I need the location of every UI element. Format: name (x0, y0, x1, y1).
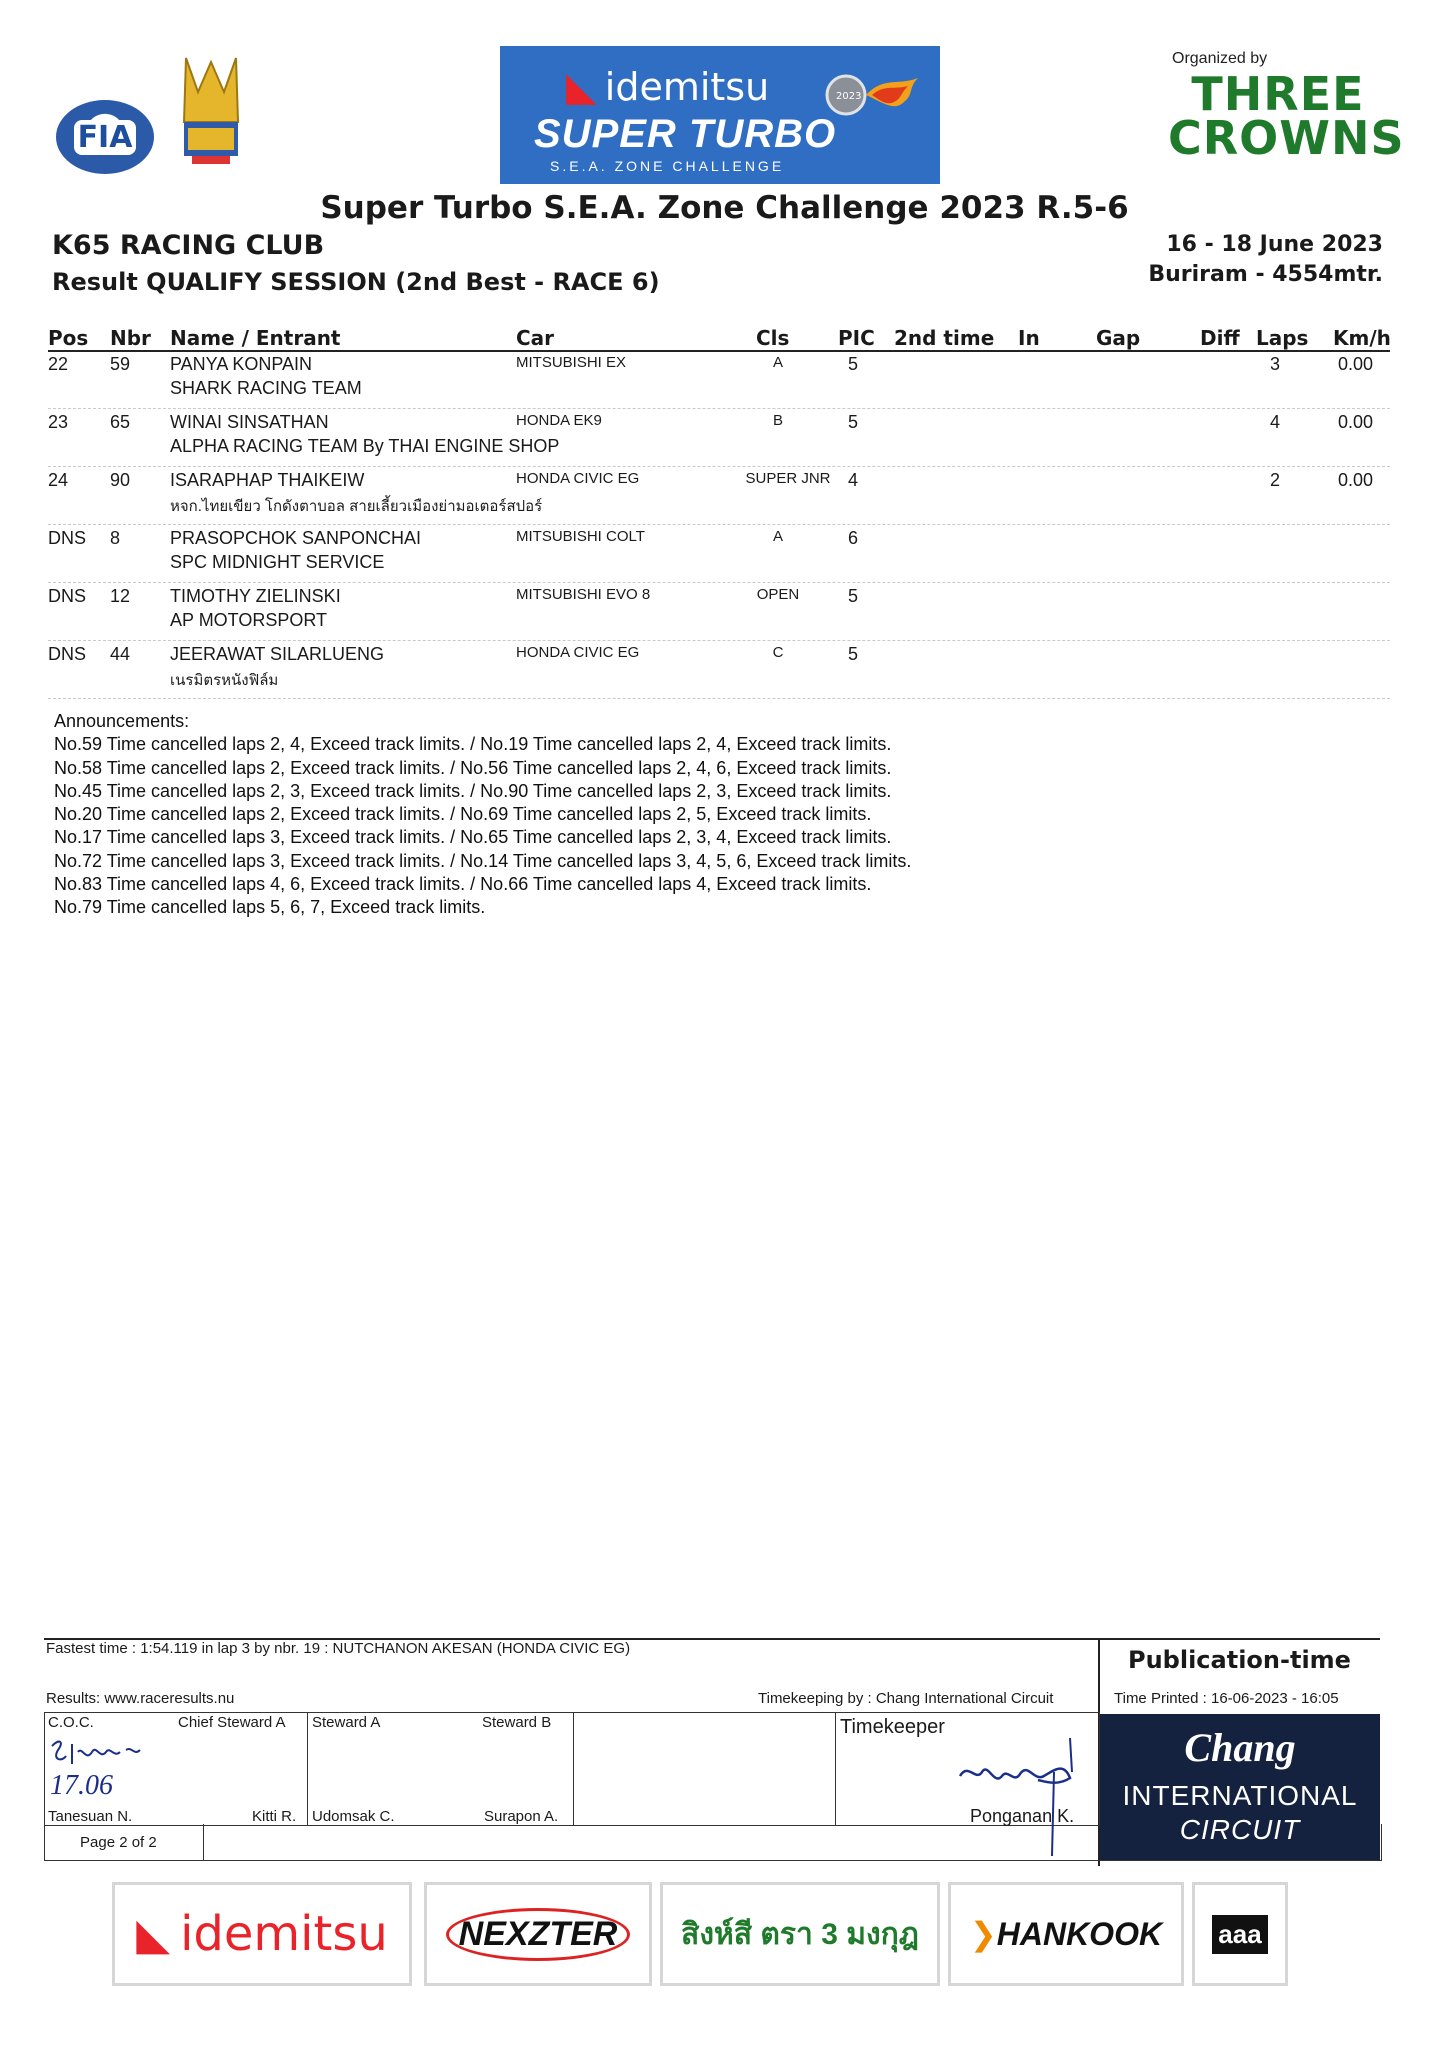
row-car: MITSUBISHI EVO 8 (516, 586, 651, 603)
sponsor-aaa: aaa (1192, 1882, 1288, 1986)
row-kmh: 0.00 (1338, 354, 1374, 374)
row-car: HONDA CIVIC EG (516, 470, 640, 487)
fia-logo: FIA (56, 100, 154, 174)
row-car: HONDA CIVIC EG (516, 644, 640, 661)
row-name: TIMOTHY ZIELINSKI (170, 586, 341, 606)
turbo-flame-icon (824, 72, 920, 118)
announcement-line: No.17 Time cancelled laps 3, Exceed track limits. / No.65 Time cancelled laps 2, 3, 4, Exceed track limits. (54, 827, 892, 848)
row-nbr: 65 (110, 412, 131, 432)
idemitsu-logo: ◣ idemitsu (566, 64, 770, 110)
grid-divider (307, 1713, 308, 1825)
sponsor-three-crowns: สิงห์สี ตรา 3 มงกุฎ (660, 1882, 940, 1986)
coc-signature (48, 1738, 158, 1772)
col-laps: Laps (1256, 326, 1309, 350)
coc-name: Tanesuan N. (48, 1808, 133, 1825)
table-row (48, 350, 1390, 409)
row-entrant: AP MOTORSPORT (170, 610, 328, 630)
handwritten-time: 17.06 (50, 1770, 113, 1801)
col-kmh: Km/h (1333, 326, 1391, 350)
idemitsu-bird-icon: ◣ (566, 64, 597, 110)
col-cls: Cls (756, 326, 790, 350)
table-row (48, 640, 1390, 699)
row-nbr: 12 (110, 586, 131, 606)
row-entrant: SPC MIDNIGHT SERVICE (170, 552, 385, 572)
timekeeping-by: Timekeeping by : Chang International Circuit (758, 1690, 1054, 1707)
row-cls: C (772, 644, 784, 661)
row-cls: OPEN (756, 586, 800, 603)
chang-circuit-logo: Chang INTERNATIONAL CIRCUIT (1100, 1714, 1380, 1860)
announcement-line: No.20 Time cancelled laps 2, Exceed track limits. / No.69 Time cancelled laps 2, 5, Exceed track limits. (54, 804, 872, 825)
row-entrant: SHARK RACING TEAM (170, 378, 362, 398)
row-pos: DNS (48, 528, 87, 548)
hankook-mark-icon: ❯ (969, 1916, 997, 1952)
grid-divider (203, 1824, 204, 1860)
row-nbr: 8 (110, 528, 121, 548)
row-pos: 23 (48, 412, 69, 432)
row-pos: DNS (48, 644, 87, 664)
idemitsu-bird-icon: ◣ (136, 1909, 171, 1959)
row-cls: SUPER JNR (745, 470, 831, 487)
timekeeper-label: Timekeeper (840, 1716, 945, 1738)
event-logo (500, 46, 940, 184)
row-pos: 22 (48, 354, 69, 374)
time-printed: Time Printed : 16-06-2023 - 16:05 (1114, 1690, 1339, 1707)
chief-steward-name: Kitti R. (252, 1808, 297, 1825)
steward-b-name: Surapon A. (484, 1808, 559, 1825)
row-entrant: เนรมิตรหนังฟิล์ม (170, 672, 279, 689)
table-row (48, 466, 1390, 525)
publication-title: Publication-time (1128, 1646, 1351, 1674)
row-pic: 5 (848, 412, 859, 432)
table-row (48, 524, 1390, 583)
results-table-header (48, 326, 1390, 352)
table-row (48, 408, 1390, 467)
col-pos: Pos (48, 326, 89, 350)
row-name: PRASOPCHOK SANPONCHAI (170, 528, 422, 548)
three-crowns-logo: THREE CROWNS (1168, 67, 1405, 165)
grid-divider (573, 1713, 574, 1825)
sbgm-logo (178, 52, 244, 170)
row-laps: 4 (1270, 412, 1281, 432)
timekeeper-name: Ponganan K. (970, 1806, 1075, 1826)
chief-steward-label: Chief Steward A (178, 1714, 286, 1731)
row-laps: 2 (1270, 470, 1281, 490)
session-title: Result QUALIFY SESSION (2nd Best - RACE 6) (52, 268, 660, 296)
coc-label: C.O.C. (48, 1714, 94, 1731)
row-kmh: 0.00 (1338, 412, 1374, 432)
row-name: PANYA KONPAIN (170, 354, 313, 374)
col-2nd-time: 2nd time (894, 326, 995, 350)
results-url[interactable]: Results: www.raceresults.nu (46, 1690, 235, 1707)
row-pic: 6 (848, 528, 859, 548)
row-cls: B (772, 412, 783, 429)
club-name: K65 RACING CLUB (52, 230, 325, 261)
announcements-heading: Announcements: (54, 711, 190, 731)
row-name: JEERAWAT SILARLUENG (170, 644, 385, 664)
row-pos: 24 (48, 470, 69, 490)
svg-text:2023: 2023 (836, 91, 862, 102)
col-gap: Gap (1096, 326, 1141, 350)
col-in: In (1018, 326, 1040, 350)
fastest-time: Fastest time : 1:54.119 in lap 3 by nbr. 19 : NUTCHANON AKESAN (HONDA CIVIC EG) (46, 1640, 631, 1657)
row-car: MITSUBISHI EX (516, 354, 627, 371)
row-nbr: 90 (110, 470, 131, 490)
announcement-line: No.45 Time cancelled laps 2, 3, Exceed track limits. / No.90 Time cancelled laps 2, 3, Exceed track limits. (54, 780, 892, 801)
announcement-line: No.59 Time cancelled laps 2, 4, Exceed track limits. / No.19 Time cancelled laps 2, 4, Exceed track limits. (54, 734, 892, 755)
row-cls: A (772, 528, 783, 545)
row-laps: 3 (1270, 354, 1281, 374)
steward-b-label: Steward B (482, 1714, 552, 1731)
col-nbr: Nbr (110, 326, 151, 350)
announcement-line: No.72 Time cancelled laps 3, Exceed track limits. / No.14 Time cancelled laps 3, 4, 5, 6, Exceed track limits. (54, 850, 912, 871)
row-pic: 5 (848, 354, 859, 374)
row-entrant: หจก.ไทยเขียว โกดังตาบอล สายเลี้ยวเมืองย่ามอเตอร์สปอร์ (170, 498, 543, 515)
col-name: Name / Entrant (170, 326, 341, 350)
row-pos: DNS (48, 586, 87, 606)
announcement-line: No.83 Time cancelled laps 4, 6, Exceed track limits. / No.66 Time cancelled laps 4, Exceed track limits. (54, 874, 872, 895)
row-pic: 5 (848, 586, 859, 606)
row-entrant: ALPHA RACING TEAM By THAI ENGINE SHOP (170, 436, 560, 456)
sponsor-nexzter: NEXZTER (424, 1882, 652, 1986)
row-name: WINAI SINSATHAN (170, 412, 329, 432)
col-car: Car (516, 326, 555, 350)
row-nbr: 44 (110, 644, 131, 664)
event-dates: 16 - 18 June 2023 (1166, 232, 1383, 257)
row-name: ISARAPHAP THAIKEIW (170, 470, 365, 490)
steward-a-label: Steward A (312, 1714, 381, 1731)
row-car: HONDA EK9 (516, 412, 602, 429)
event-title: Super Turbo S.E.A. Zone Challenge 2023 R.5-6 (320, 190, 1129, 226)
announcements (54, 710, 1054, 920)
table-row (48, 582, 1390, 641)
announcement-line: No.58 Time cancelled laps 2, Exceed track limits. / No.56 Time cancelled laps 2, 4, 6, Exceed track limits. (54, 757, 892, 778)
logo-title: SUPER TURBO (534, 112, 837, 156)
grid-divider (835, 1713, 836, 1825)
event-venue: Buriram - 4554mtr. (1148, 262, 1383, 287)
steward-a-name: Udomsak C. (312, 1808, 395, 1825)
logo-subtitle: S.E.A. ZONE CHALLENGE (550, 158, 785, 174)
row-car: MITSUBISHI COLT (516, 528, 645, 545)
col-diff: Diff (1200, 326, 1240, 350)
row-pic: 4 (848, 470, 859, 490)
row-nbr: 59 (110, 354, 131, 374)
event-dates-venue (1148, 230, 1383, 290)
col-pic: PIC (838, 326, 875, 350)
row-pic: 5 (848, 644, 859, 664)
sponsor-hankook: ❯HANKOOK (948, 1882, 1184, 1986)
sponsor-idemitsu: ◣ idemitsu (112, 1882, 412, 1986)
row-kmh: 0.00 (1338, 470, 1374, 490)
row-cls: A (772, 354, 783, 371)
page-number: Page 2 of 2 (80, 1834, 157, 1851)
organized-by-label: Organized by (1172, 50, 1268, 67)
announcement-line: No.79 Time cancelled laps 5, 6, 7, Exceed track limits. (54, 897, 486, 918)
